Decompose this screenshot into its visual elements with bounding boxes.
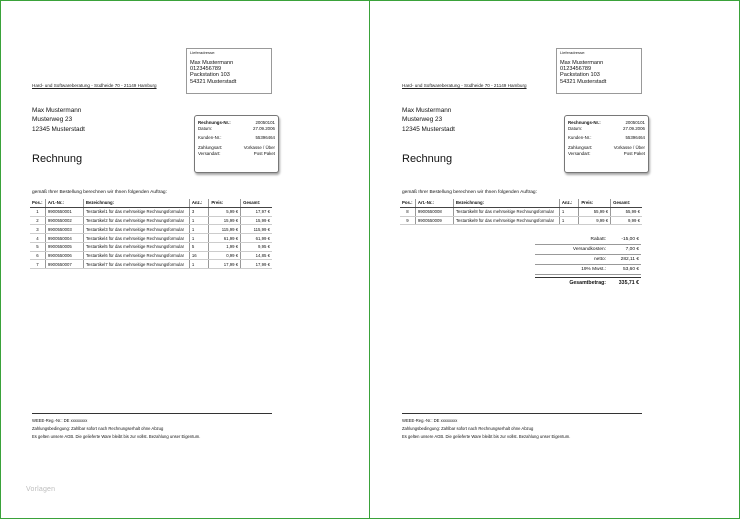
- footer-line: Es gelten unsere AGB. Die gelieferte Ware bleibt bis zur vollst. Bezahlung unser Eigentum.: [402, 433, 571, 439]
- footer-line: Es gelten unsere AGB. Die gelieferte Ware bleibt bis zur vollst. Bezahlung unser Eigentum.: [32, 433, 201, 439]
- recipient-line: Musterweg 23: [32, 116, 73, 124]
- totals-label: Rabatt:: [590, 237, 606, 242]
- invoice-number-label: Rechnungs-Nr.:: [568, 120, 601, 125]
- item-position: 7: [30, 260, 45, 269]
- table-row: [30, 242, 272, 251]
- delivery-address-box: [556, 48, 642, 94]
- date-label: Datum:: [568, 125, 583, 131]
- item-total: 14,85 €: [241, 251, 272, 260]
- delivery-address-box: [186, 48, 272, 94]
- item-quantity: 1: [189, 225, 209, 234]
- recipient-line: Max Mustermann: [32, 107, 82, 114]
- date-label: Datum:: [198, 125, 213, 131]
- totals-label: 19% Mwst.:: [581, 267, 606, 272]
- invoice-info-box: [564, 115, 649, 173]
- recipient-line: 12345 Musterstadt: [402, 125, 455, 133]
- customer-number-label: Kunden-Nr.:: [568, 135, 592, 141]
- totals-label: Versandkosten:: [572, 247, 606, 252]
- item-article-number: 9900550002: [45, 216, 83, 225]
- item-total: 61,99 €: [241, 234, 272, 243]
- item-unit-price: 1,99 €: [209, 242, 241, 251]
- totals-row: [535, 255, 641, 265]
- invoice-footer: [402, 413, 642, 441]
- delivery-address-line: Packstation 103: [560, 72, 600, 79]
- shipping-method: Post Paket: [623, 150, 645, 156]
- delivery-address-line: 54321 Musterstadt: [560, 78, 607, 85]
- item-total: 115,99 €: [241, 225, 272, 234]
- item-unit-price: 0,99 €: [209, 251, 241, 260]
- invoice-date: 27.09.2006: [253, 125, 275, 131]
- item-article-number: 9900550001: [45, 207, 83, 216]
- invoice-number-label: Rechnungs-Nr.:: [198, 120, 231, 125]
- item-quantity: 1: [559, 207, 579, 216]
- column-header: Bezeichnung:: [453, 199, 559, 207]
- table-row: [400, 216, 642, 225]
- item-quantity: 16: [189, 251, 209, 260]
- item-quantity: 5: [189, 242, 209, 251]
- payment-method: Vorkasse / Über: [243, 145, 275, 151]
- totals-value: 53,60 €: [622, 267, 639, 272]
- recipient-line: Max Mustermann: [402, 107, 452, 114]
- column-header: Bezeichnung:: [83, 199, 189, 207]
- grand-total-row: [535, 277, 641, 288]
- item-total: 9,95 €: [241, 242, 272, 251]
- customer-number: 55396464: [255, 135, 275, 141]
- item-unit-price: 5,99 €: [209, 207, 241, 216]
- recipient-address: [402, 106, 455, 134]
- item-quantity: 3: [189, 207, 209, 216]
- item-total: 17,99 €: [241, 260, 272, 269]
- delivery-address-label: Lieferadresse:: [190, 50, 216, 55]
- column-header: Pos.:: [30, 199, 45, 207]
- sender-line: Hard- und Softwareberatung - Südheide 70 - 21149 Hamburg: [402, 83, 527, 88]
- item-unit-price: 9,99 €: [579, 216, 611, 225]
- item-unit-price: 61,99 €: [209, 234, 241, 243]
- item-description: Testartikel3 für das mehrseitige Rechnungsformular: [83, 225, 189, 234]
- item-quantity: 1: [559, 216, 579, 225]
- page-title: Rechnung: [402, 153, 453, 165]
- payment-method-label: Zahlungsart:: [198, 145, 223, 151]
- item-total: 17,97 €: [241, 207, 272, 216]
- item-article-number: 9900550005: [45, 242, 83, 251]
- shipping-method-label: Versandart:: [568, 150, 591, 156]
- delivery-address-line: 0123456789: [560, 66, 592, 73]
- delivery-address-label: Lieferadresse:: [560, 50, 586, 55]
- item-total: 9,99 €: [611, 216, 642, 225]
- sender-line: Hard- und Softwareberatung - Südheide 70 - 21149 Hamburg: [32, 83, 157, 88]
- item-description: Testartikel5 für das mehrseitige Rechnungsformular: [83, 242, 189, 251]
- item-position: 2: [30, 216, 45, 225]
- line-items-table: [30, 199, 272, 269]
- totals-row: [535, 265, 641, 275]
- table-row: [30, 216, 272, 225]
- watermark: Vorlagen: [26, 486, 56, 493]
- item-description: Testartikel1 für das mehrseitige Rechnungsformular: [83, 207, 189, 216]
- item-quantity: 1: [189, 260, 209, 269]
- order-intro-text: gemäß Ihrer Bestellung berechnen wir Ihnen folgenden Auftrag:: [32, 190, 167, 195]
- item-position: 8: [400, 207, 415, 216]
- item-description: Testartikel8 für das mehrseitige Rechnungsformular: [453, 207, 559, 216]
- totals-value: 282,11 €: [620, 257, 639, 262]
- item-description: Testartikel4 für das mehrseitige Rechnungsformular: [83, 234, 189, 243]
- item-description: Testartikel2 für das mehrseitige Rechnungsformular: [83, 216, 189, 225]
- item-unit-price: 17,99 €: [209, 260, 241, 269]
- totals-value: -15,00 €: [621, 237, 639, 242]
- item-unit-price: 55,99 €: [579, 207, 611, 216]
- delivery-address-line: 54321 Musterstadt: [190, 78, 237, 85]
- column-header: Art.-Nr.:: [415, 199, 453, 207]
- item-total: 15,99 €: [241, 216, 272, 225]
- item-total: 55,99 €: [611, 207, 642, 216]
- item-article-number: 9900550009: [415, 216, 453, 225]
- page-title: Rechnung: [32, 153, 83, 165]
- footer-line: Zahlungsbedingung: Zahlbar sofort nach Rechnungserhalt ohne Abzug: [32, 425, 164, 431]
- item-article-number: 9900550006: [45, 251, 83, 260]
- item-quantity: 1: [189, 234, 209, 243]
- totals-row: [535, 235, 641, 245]
- customer-number-label: Kunden-Nr.:: [198, 135, 222, 141]
- payment-method-label: Zahlungsart:: [568, 145, 593, 151]
- item-position: 1: [30, 207, 45, 216]
- column-header: Preis:: [209, 199, 241, 207]
- grand-total-value: 335,71 €: [618, 280, 639, 286]
- column-header: Anz.:: [189, 199, 209, 207]
- footer-line: WEEE-Reg.-Nr.: DE xxxxxxxx: [32, 418, 88, 423]
- shipping-method-label: Versandart:: [198, 150, 221, 156]
- item-quantity: 1: [189, 216, 209, 225]
- table-row: [30, 260, 272, 269]
- table-row: [30, 234, 272, 243]
- invoice-info-box: [194, 115, 279, 173]
- table-row: [30, 225, 272, 234]
- invoice-footer: [32, 413, 272, 441]
- item-article-number: 9900550003: [45, 225, 83, 234]
- footer-line: WEEE-Reg.-Nr.: DE xxxxxxxx: [402, 418, 458, 423]
- customer-number: 55396464: [625, 135, 645, 141]
- payment-method: Vorkasse / Über: [613, 145, 645, 151]
- totals-block: [535, 235, 641, 288]
- item-article-number: 9900550004: [45, 234, 83, 243]
- invoice-page-1: [0, 0, 369, 519]
- invoice-number: 20050101: [255, 120, 275, 125]
- item-position: 6: [30, 251, 45, 260]
- item-position: 3: [30, 225, 45, 234]
- table-row: [30, 207, 272, 216]
- column-header: Anz.:: [559, 199, 579, 207]
- item-description: Testartikel6 für das mehrseitige Rechnungsformular: [83, 251, 189, 260]
- table-row: [400, 207, 642, 216]
- table-header-row: [30, 199, 272, 207]
- delivery-address-line: Max Mustermann: [190, 59, 234, 66]
- invoice-number: 20050101: [625, 120, 645, 125]
- delivery-address-line: 0123456789: [190, 66, 222, 73]
- item-description: Testartikel9 für das mehrseitige Rechnungsformular: [453, 216, 559, 225]
- recipient-line: 12345 Musterstadt: [32, 125, 85, 133]
- column-header: Preis:: [579, 199, 611, 207]
- recipient-line: Musterweg 23: [402, 116, 443, 124]
- item-description: Testartikel7 für das mehrseitige Rechnungsformular: [83, 260, 189, 269]
- grand-total-label: Gesamtbetrag:: [569, 280, 606, 286]
- shipping-method: Post Paket: [253, 150, 275, 156]
- item-unit-price: 115,99 €: [209, 225, 241, 234]
- table-row: [30, 251, 272, 260]
- totals-label: netto:: [593, 257, 606, 262]
- totals-value: 7,00 €: [625, 247, 639, 252]
- line-items-table: [400, 199, 642, 225]
- table-header-row: [400, 199, 642, 207]
- delivery-address-line: Max Mustermann: [560, 59, 604, 66]
- order-intro-text: gemäß Ihrer Bestellung berechnen wir Ihnen folgenden Auftrag:: [402, 190, 537, 195]
- item-position: 5: [30, 242, 45, 251]
- column-header: Gesamt:: [611, 199, 642, 207]
- item-article-number: 9900550007: [45, 260, 83, 269]
- footer-line: Zahlungsbedingung: Zahlbar sofort nach Rechnungserhalt ohne Abzug: [402, 425, 534, 431]
- item-unit-price: 15,99 €: [209, 216, 241, 225]
- invoice-date: 27.09.2006: [623, 125, 645, 131]
- item-article-number: 9900550008: [415, 207, 453, 216]
- column-header: Pos.:: [400, 199, 415, 207]
- totals-row: [535, 245, 641, 255]
- item-position: 9: [400, 216, 415, 225]
- recipient-address: [32, 106, 85, 134]
- column-header: Gesamt:: [241, 199, 272, 207]
- item-position: 4: [30, 234, 45, 243]
- column-header: Art.-Nr.:: [45, 199, 83, 207]
- delivery-address-line: Packstation 103: [190, 72, 230, 79]
